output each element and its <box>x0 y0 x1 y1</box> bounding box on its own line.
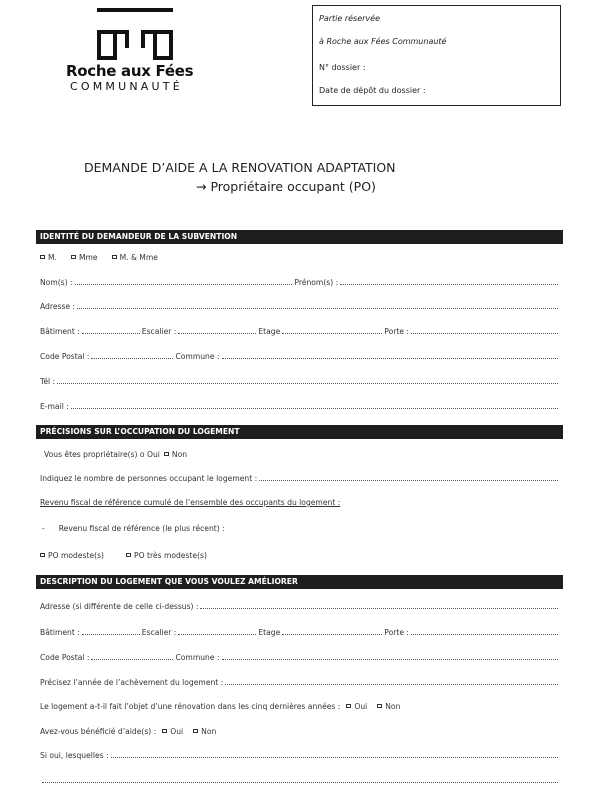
porte-label: Porte : <box>384 628 409 637</box>
po-tres-modeste-label: PO très modeste(s) <box>134 551 207 560</box>
commune-field[interactable] <box>222 659 559 660</box>
civ-label: Mme <box>78 253 98 262</box>
etage-field[interactable] <box>282 333 382 334</box>
section-header-occupation: PRÉCISIONS SUR L’OCCUPATION DU LOGEMENT <box>36 425 563 439</box>
porte-label: Porte : <box>384 327 409 336</box>
annee-label: Précisez l’année de l’achèvement du logement : <box>40 678 224 687</box>
escalier-label: Escalier : <box>141 327 177 336</box>
logo-icon <box>95 6 175 62</box>
proprio-row <box>44 448 560 459</box>
batiment-row <box>40 325 560 336</box>
cp-field[interactable] <box>91 659 173 660</box>
checkbox[interactable] <box>346 704 351 708</box>
batiment-field[interactable] <box>82 333 140 334</box>
logement-cp-commune-row <box>40 651 560 662</box>
section-header-logement: DESCRIPTION DU LOGEMENT QUE VOUS VOULEZ AMÉLIORER <box>36 575 563 589</box>
logement-adresse-label: Adresse (si différente de celle ci-dessus) : <box>40 602 199 611</box>
email-row <box>40 400 560 411</box>
escalier-field[interactable] <box>178 333 256 334</box>
civ-option-m[interactable] <box>40 253 57 262</box>
lesquelles-field-2[interactable] <box>42 782 558 783</box>
reserved-box <box>312 5 561 106</box>
po-tres-modeste-option[interactable] <box>126 551 207 560</box>
lesquelles-continuation-row <box>40 774 560 785</box>
oui-label: Oui <box>170 727 184 736</box>
nb-personnes-label: Indiquez le nombre de personnes occupant le logement : <box>40 474 258 483</box>
prenom-label: Prénom(s) : <box>294 278 339 287</box>
annee-row <box>40 676 560 687</box>
revenu-cumule-label: Revenu fiscal de référence cumulé de l’ensemble des occupants du logement : <box>40 498 341 507</box>
escalier-field[interactable] <box>178 634 256 635</box>
tel-row <box>40 375 560 386</box>
email-field[interactable] <box>71 408 558 409</box>
revenu-cumule-row <box>40 496 560 507</box>
checkbox[interactable] <box>377 704 382 708</box>
tel-field[interactable] <box>57 383 558 384</box>
nb-personnes-row <box>40 472 560 483</box>
commune-field[interactable] <box>222 358 559 359</box>
lesquelles-field[interactable] <box>111 757 558 758</box>
logement-batiment-row <box>40 626 560 637</box>
page-title: DEMANDE D’AIDE A LA RENOVATION ADAPTATION <box>84 160 396 175</box>
checkbox[interactable] <box>112 255 117 259</box>
civility-row <box>40 251 560 262</box>
lesquelles-row <box>40 749 560 760</box>
porte-field[interactable] <box>411 634 558 635</box>
etage-label: Etage <box>258 628 281 637</box>
logo-name: Roche aux Fées <box>66 62 194 80</box>
checkbox[interactable] <box>71 255 76 259</box>
renovation-non-option[interactable] <box>377 702 400 711</box>
checkbox[interactable] <box>164 452 169 456</box>
non-label: Non <box>201 727 217 736</box>
escalier-label: Escalier : <box>141 628 177 637</box>
proprio-label: Vous êtes propriétaire(s) o Oui <box>44 450 160 459</box>
civ-label: M. <box>48 253 57 262</box>
po-modeste-option[interactable] <box>40 551 104 560</box>
batiment-label: Bâtiment : <box>40 327 80 336</box>
section-header-identite: IDENTITÉ DU DEMANDEUR DE LA SUBVENTION <box>36 230 563 244</box>
page-subtitle: → Propriétaire occupant (PO) <box>196 179 376 194</box>
checkbox[interactable] <box>162 729 167 733</box>
cp-commune-row <box>40 350 560 361</box>
reserved-org: à Roche aux Fées Communauté <box>319 37 447 46</box>
etage-label: Etage <box>258 327 281 336</box>
tel-label: Tél : <box>40 377 56 386</box>
bullet: - <box>42 524 45 533</box>
annee-field[interactable] <box>225 684 558 685</box>
logo-subtitle: COMMUNAUTÉ <box>70 80 183 93</box>
email-label: E-mail : <box>40 402 69 411</box>
lesquelles-label: Si oui, lesquelles : <box>40 751 109 760</box>
aides-oui-option[interactable] <box>162 727 183 736</box>
civ-option-m-mme[interactable] <box>112 253 158 262</box>
checkbox[interactable] <box>193 729 198 733</box>
porte-field[interactable] <box>411 333 558 334</box>
po-status-row <box>40 549 560 560</box>
po-modeste-label: PO modeste(s) <box>48 551 104 560</box>
reserved-date: Date de dépôt du dossier : <box>319 86 426 95</box>
revenu-recent-label: Revenu fiscal de référence (le plus récent) : <box>58 524 225 533</box>
non-label: Non <box>385 702 401 711</box>
non-label: Non <box>171 450 188 459</box>
cp-label: Code Postal : <box>40 352 90 361</box>
cp-label: Code Postal : <box>40 653 90 662</box>
revenu-recent-row <box>42 522 560 533</box>
batiment-label: Bâtiment : <box>40 628 80 637</box>
nb-personnes-field[interactable] <box>259 480 558 481</box>
renovation-oui-option[interactable] <box>346 702 367 711</box>
adresse-label: Adresse : <box>40 302 76 311</box>
nom-field[interactable] <box>75 284 293 285</box>
logement-adresse-row <box>40 600 560 611</box>
reserved-dossier: N° dossier : <box>319 63 366 72</box>
batiment-field[interactable] <box>82 634 140 635</box>
renovation-row <box>40 700 560 711</box>
etage-field[interactable] <box>282 634 382 635</box>
checkbox[interactable] <box>40 255 45 259</box>
nom-prenom-row <box>40 276 560 287</box>
commune-label: Commune : <box>175 653 220 662</box>
renovation-label: Le logement a-t-il fait l’objet d’une rénovation dans les cinq dernières années : <box>40 702 341 711</box>
adresse-row <box>40 300 560 311</box>
adresse-field[interactable] <box>77 308 558 309</box>
oui-label: Oui <box>354 702 368 711</box>
reserved-title: Partie réservée <box>319 14 381 23</box>
cp-field[interactable] <box>91 358 173 359</box>
logement-adresse-field[interactable] <box>200 608 558 609</box>
nom-label: Nom(s) : <box>40 278 73 287</box>
aides-non-option[interactable] <box>193 727 216 736</box>
aides-label: Avez-vous bénéficié d’aide(s) : <box>40 727 157 736</box>
commune-label: Commune : <box>175 352 220 361</box>
civ-option-mme[interactable] <box>71 253 98 262</box>
civ-label: M. & Mme <box>119 253 158 262</box>
checkbox[interactable] <box>126 553 131 557</box>
aides-row <box>40 725 560 736</box>
checkbox[interactable] <box>40 553 45 557</box>
prenom-field[interactable] <box>340 284 558 285</box>
proprio-non-option[interactable] <box>164 450 187 459</box>
